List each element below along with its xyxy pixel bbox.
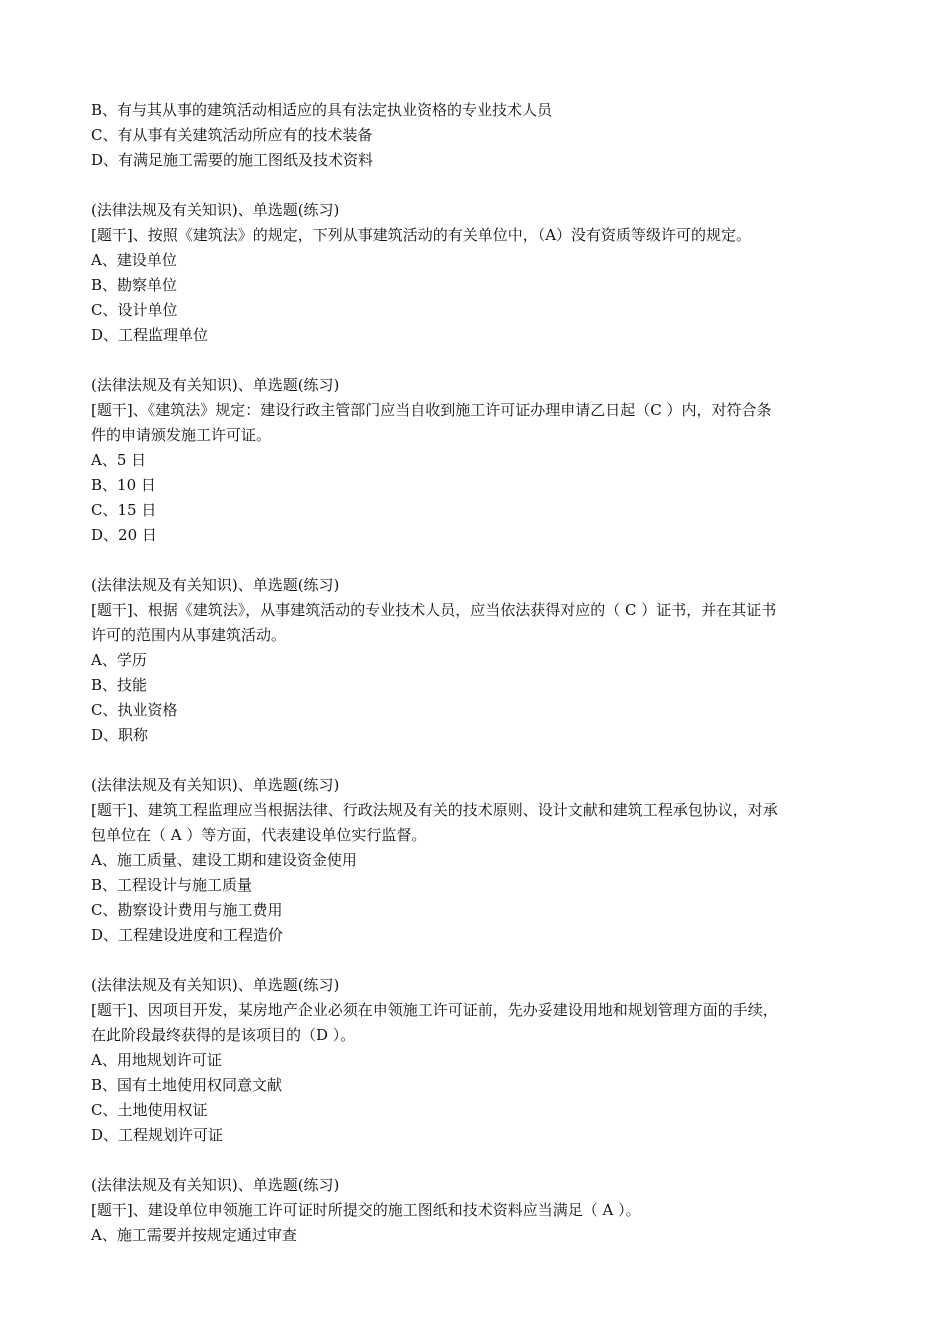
question-block <box>91 973 864 1148</box>
question-block <box>91 573 864 748</box>
option-line: B、勘察单位 <box>91 276 178 294</box>
option-line: B、有与其从事的建筑活动相适应的具有法定执业资格的专业技术人员 <box>91 101 553 119</box>
question-stem-continued: 包单位在（ A ）等方面，代表建设单位实行监督。 <box>91 826 427 844</box>
option-line: A、施工质量、建设工期和建设资金使用 <box>91 851 357 869</box>
option-line: C、有从事有关建筑活动所应有的技术装备 <box>91 126 373 144</box>
option-line: D、20 日 <box>91 526 157 544</box>
question-stem: [题干]、根据《建筑法》，从事建筑活动的专业技术人员，应当依法获得对应的（ C ）证书，并在其证书 <box>91 601 777 619</box>
option-line: B、国有土地使用权同意文献 <box>91 1076 283 1094</box>
option-line: C、土地使用权证 <box>91 1101 208 1119</box>
option-line: B、工程设计与施工质量 <box>91 876 253 894</box>
option-line: D、工程规划许可证 <box>91 1126 224 1144</box>
question-stem: [题干]、建设单位申领施工许可证时所提交的施工图纸和技术资料应当满足（ A ）。 <box>91 1201 641 1219</box>
lead-options <box>91 98 864 173</box>
question-category: (法律法规及有关知识)、单选题(练习) <box>91 1176 340 1194</box>
question-category: (法律法规及有关知识)、单选题(练习) <box>91 201 340 219</box>
option-line: D、职称 <box>91 726 149 744</box>
option-line: C、设计单位 <box>91 301 178 319</box>
question-stem: [题干]、按照《建筑法》的规定，下列从事建筑活动的有关单位中，（A）没有资质等级许可的规定。 <box>91 226 752 244</box>
question-stem-continued: 在此阶段最终获得的是该项目的（D ）。 <box>91 1026 356 1044</box>
option-line: B、10 日 <box>91 476 156 494</box>
option-line: D、工程建设进度和工程造价 <box>91 926 284 944</box>
option-line: C、执业资格 <box>91 701 178 719</box>
question-stem: [题干]、建筑工程监理应当根据法律、行政法规及有关的技术原则、设计文献和建筑工程承包协议，对承 <box>91 801 778 819</box>
option-line: D、工程监理单位 <box>91 326 209 344</box>
question-stem-continued: 件的申请颁发施工许可证。 <box>91 426 272 444</box>
question-category: (法律法规及有关知识)、单选题(练习) <box>91 576 340 594</box>
option-line: A、5 日 <box>91 451 147 469</box>
option-line: C、15 日 <box>91 501 157 519</box>
question-block <box>91 773 864 948</box>
question-block <box>91 1173 864 1248</box>
question-block <box>91 373 864 548</box>
question-category: (法律法规及有关知识)、单选题(练习) <box>91 776 340 794</box>
question-stem-continued: 许可的范围内从事建筑活动。 <box>91 626 287 644</box>
option-line: B、技能 <box>91 676 148 694</box>
question-stem: [题干]、《建筑法》规定：建设行政主管部门应当自收到施工许可证办理申请乙日起（C ）内，对符合条 <box>91 401 772 419</box>
option-line: A、用地规划许可证 <box>91 1051 222 1069</box>
option-line: A、学历 <box>91 651 147 669</box>
option-line: C、勘察设计费用与施工费用 <box>91 901 283 919</box>
question-category: (法律法规及有关知识)、单选题(练习) <box>91 976 340 994</box>
option-line: A、建设单位 <box>91 251 177 269</box>
option-line: A、施工需要并按规定通过审查 <box>91 1226 297 1244</box>
option-line: D、有满足施工需要的施工图纸及技术资料 <box>91 151 374 169</box>
question-category: (法律法规及有关知识)、单选题(练习) <box>91 376 340 394</box>
question-stem: [题干]、因项目开发，某房地产企业必须在申领施工许可证前，先办妥建设用地和规划管理方面的手续， <box>91 1001 778 1019</box>
question-block <box>91 198 864 348</box>
